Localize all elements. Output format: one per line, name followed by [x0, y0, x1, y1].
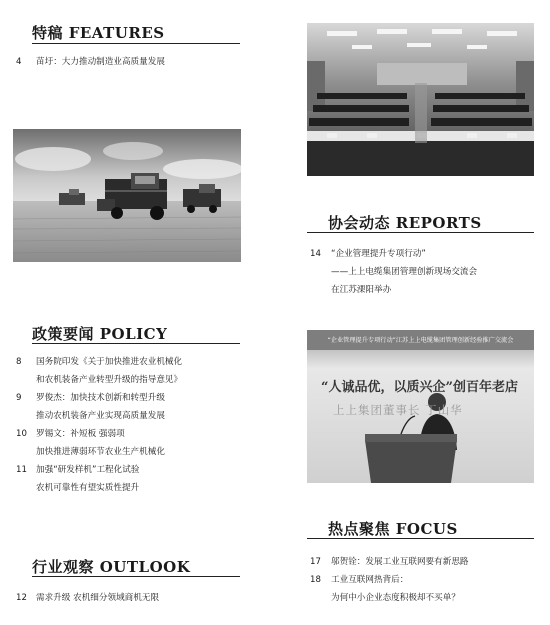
- entry-page-number: 14: [310, 249, 321, 259]
- entry-page-number: 17: [310, 557, 321, 567]
- entry-page-number: 8: [16, 357, 22, 367]
- entry-line: 和农机装备产业转型升级的指导意见》: [36, 375, 183, 385]
- subtitle-text: 上上集团董事长 丁山华: [333, 403, 463, 417]
- entry-line: 罗俊杰：加快技术创新和转型升级: [36, 393, 165, 403]
- entry-page-number: 4: [16, 57, 22, 67]
- section-rule-policy: [32, 343, 240, 344]
- section-title-outlook: 行业观察 OUTLOOK: [32, 558, 191, 576]
- section-title-features: 特稿 FEATURES: [32, 24, 165, 42]
- article-link-market-opportunity[interactable]: 需求升级 农机细分领域商机无限: [36, 593, 160, 603]
- section-rule-outlook: [32, 576, 240, 577]
- section-rule-focus: [307, 538, 534, 539]
- entry-line: ——上上电缆集团管理创新现场交流会: [331, 267, 478, 277]
- entry-line: 为何中小企业态度积极却不买单？: [331, 593, 460, 603]
- article-link-state-council-guideline[interactable]: [36, 356, 182, 386]
- article-link-management-exchange[interactable]: [331, 248, 477, 296]
- harvester-photo: [13, 129, 241, 262]
- entry-line: 国务院印发《关于加快推进农业机械化: [36, 357, 183, 367]
- entry-page-number: 12: [16, 593, 27, 603]
- section-title-reports: 协会动态 REPORTS: [328, 214, 482, 232]
- conference-photo: [307, 23, 534, 176]
- article-link-wu-hequan[interactable]: 邬贺铨：发展工业互联网要有新思路: [331, 557, 469, 567]
- article-link-luo-xiwen[interactable]: [36, 428, 165, 458]
- section-rule-reports: [307, 232, 534, 233]
- entry-page-number: 18: [310, 575, 321, 585]
- slogan-text: “人诚品优，以质兴企”创百年老店: [321, 380, 518, 395]
- entry-line: 推动农机装备产业实现高质量发展: [36, 411, 165, 421]
- article-link-industrial-internet-sme[interactable]: [331, 574, 460, 604]
- entry-page-number: 11: [16, 465, 27, 475]
- entry-line: 加强“研发样机”工程化试验: [36, 465, 140, 475]
- entry-line: 在江苏溧阳举办: [331, 285, 392, 295]
- article-link-luo-junjie[interactable]: [36, 392, 165, 422]
- article-link-miao-wei[interactable]: 苗圩：大力推动制造业高质量发展: [36, 57, 165, 67]
- section-rule-features: [32, 43, 240, 44]
- entry-page-number: 10: [16, 429, 27, 439]
- section-title-focus: 热点聚焦 FOCUS: [328, 520, 458, 538]
- entry-line: 工业互联网热背后：: [331, 575, 409, 585]
- article-link-prototype-testing[interactable]: [36, 464, 139, 494]
- entry-page-number: 9: [16, 393, 22, 403]
- speech-photo: [307, 330, 534, 483]
- section-title-policy: 政策要闻 POLICY: [32, 325, 168, 343]
- entry-line: “企业管理提升专项行动”: [331, 249, 426, 259]
- entry-line: 加快推进薄弱环节农业生产机械化: [36, 447, 165, 457]
- entry-line: 罗锡文：补短板 强弱项: [36, 429, 125, 439]
- entry-line: 农机可靠性有望实质性提升: [36, 483, 140, 493]
- banner-text: “企业管理提升专项行动”江苏上上电缆集团管理创新经验推广交流会: [327, 337, 514, 344]
